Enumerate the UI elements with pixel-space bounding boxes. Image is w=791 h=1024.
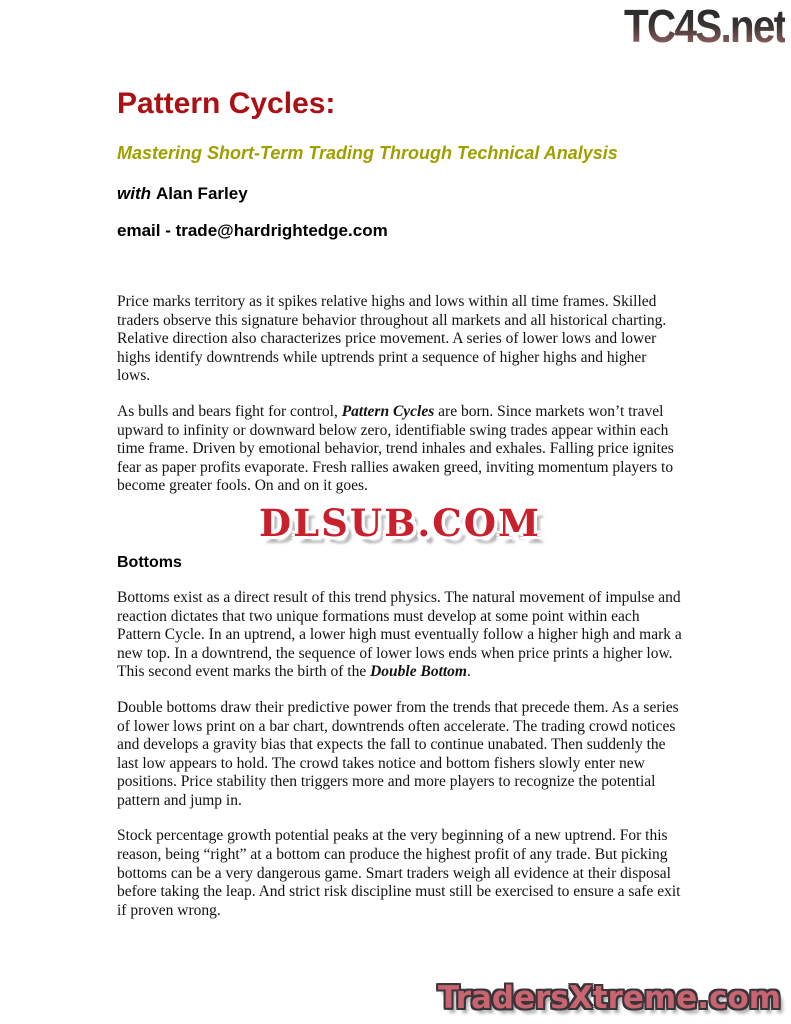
paragraph-bottoms-1 bbox=[117, 589, 683, 682]
byline bbox=[117, 184, 683, 203]
document-content bbox=[117, 0, 683, 920]
paragraph-text: are born. Since markets won’t travel upward to infinity or downward below zero, identifiable swing trades appear within each time frame. Driven by emotional behavior, trend inhales and exhales. Falling price ignites fear as paper profits evaporate. Fresh rallies awaken greed, inviting momentum players to become greater fools. On and on it goes. bbox=[117, 402, 674, 495]
emphasis-pattern-cycles: Pattern Cycles bbox=[341, 402, 435, 420]
paragraph-intro-2 bbox=[117, 403, 683, 496]
author-name: Alan Farley bbox=[156, 184, 248, 203]
page-title: Pattern Cycles: bbox=[117, 87, 336, 120]
contact-email-line: email - trade@hardrightedge.com bbox=[117, 221, 388, 240]
byline-with-label: with bbox=[117, 184, 151, 203]
paragraph-bottoms-3: Stock percentage growth potential peaks at the very beginning of a new uptrend. For this reason, being “right” at a bottom can produce the highest profit of any trade. But picking bottoms can be a very dangerous game. Smart traders weigh all evidence at their disposal before taking the leap. And strict risk discipline must still be exercised to ensure a safe exit if proven wrong. bbox=[117, 827, 681, 919]
page-subtitle: Mastering Short-Term Trading Through Technical Analysis bbox=[117, 143, 618, 163]
paragraph-intro-1: Price marks territory as it spikes relative highs and lows within all time frames. Skilled traders observe this signature behavior throughout all markets and all historical charting. Relative direction also characterizes price movement. A series of lower lows and lower highs identify downtrends while uptrends print a sequence of higher highs and higher lows. bbox=[117, 293, 667, 385]
paragraph-text: . bbox=[467, 663, 471, 681]
paragraph-text: Bottoms exist as a direct result of this trend physics. The natural movement of impulse and reaction dictates that two unique formations must develop at some point within each Pattern Cycle. In an uptrend, a lower high must eventually follow a higher high and mark a new top. In a downtrend, the sequence of lower lows ends when price prints a higher low. This second event marks the birth of the bbox=[117, 588, 682, 681]
paragraph-bottoms-2: Double bottoms draw their predictive power from the trends that precede them. As a series of lower lows print on a bar chart, downtrends often accelerate. The trading crowd notices and develops a gravity bias that expects the fall to continue unabated. Then suddenly the last low appears to hold. The crowd takes notice and bottom fishers slowly enter new positions. Price stability then triggers more and more players to recognize the potential pattern and jump in. bbox=[117, 698, 679, 809]
dlsub-watermark: DLSUB.COM bbox=[259, 500, 541, 545]
tradersxtreme-site-logo: TradersXtreme.com bbox=[437, 980, 781, 1016]
emphasis-double-bottom: Double Bottom bbox=[370, 663, 467, 681]
paragraph-text: As bulls and bears fight for control, bbox=[117, 402, 342, 420]
tc4s-site-logo: TC4S.net bbox=[623, 0, 785, 52]
section-heading-bottoms: Bottoms bbox=[117, 553, 182, 571]
